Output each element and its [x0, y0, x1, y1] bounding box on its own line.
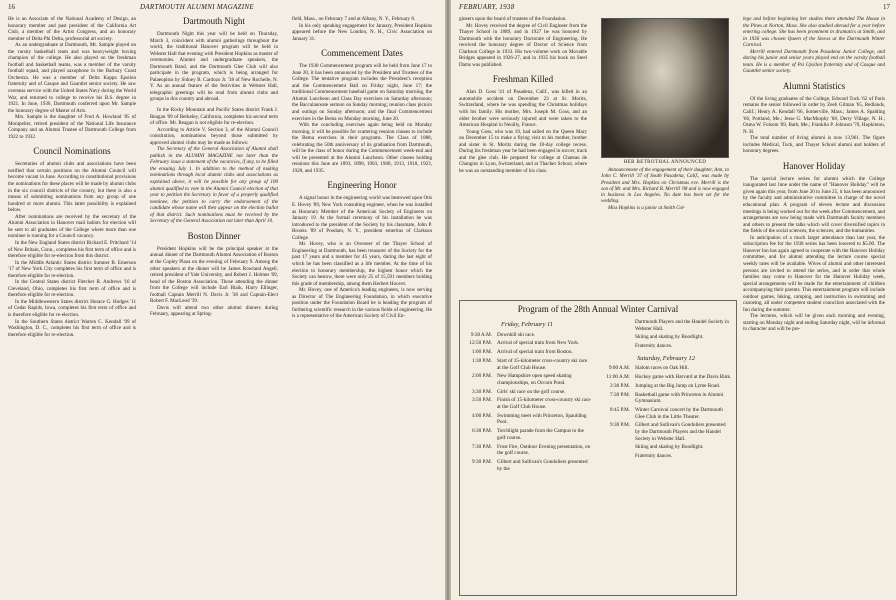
program-item — [462, 358, 592, 371]
program-description: Swimming meet with Princeton, Spaulding Pool. — [497, 412, 587, 426]
paragraph: In the Southern States district Warren C. Kendall '99 of Washington, D. C., completes his first term of office and is therefore eligible for re-election. — [8, 318, 136, 338]
paragraph: Mr. Hovey, one of America's leading engineers, is now serving as Director of The Engineering Foundation, in which executive position under the Foundation Board he is heading the program of furthering scientific research in the various fields of engineering. He is a representative of the American Society of Civil En- — [292, 287, 432, 320]
program-description: Gilbert and Sullivan's Gondoliers presented by the — [497, 458, 588, 472]
program-item — [600, 392, 732, 405]
left-column-2 — [150, 16, 278, 598]
program-time — [600, 343, 635, 350]
program-description: Finish of 15-kilometer cross-country ski race at the Golf Club House. — [497, 397, 591, 411]
program-description: Girls' ski race on the golf course. — [497, 388, 566, 395]
section-heading: Boston Dinner — [187, 230, 241, 241]
program-item — [600, 365, 732, 372]
program-item — [600, 343, 732, 350]
program-description: Downhill ski race. — [497, 331, 536, 338]
paragraph: In anticipation of a much larger attendance than last year, the subscription fee for the 1938 series has been lowered to $5.00. The Hanover Inn has again agreed to cooperate with the Hanover Holiday committee, and for alumni attending the lecture course special weekly rates will be available. Wives of alumni and other interested persons are invited to attend the series, and in order that whole families may come to Hanover for the Hanover Holiday week, special arrangements will be made for the entertainment of children accompanying their parents. This entertainment program will include outdoor games, hiking, camping, and instruction in swimming and canoeing, all under competent student councilors associated with the Inn during the summer. — [743, 234, 885, 313]
right-page — [451, 0, 896, 600]
section-heading: Council Nominations — [33, 146, 111, 157]
carnival-program-box — [459, 300, 737, 596]
program-time: 9:00 A.M. — [608, 365, 630, 372]
portrait-photo — [601, 18, 729, 158]
program-time: 7:30 P.M. — [609, 391, 630, 398]
program-time: 1:30 P.M. — [471, 357, 492, 364]
left-column-3 — [292, 16, 432, 598]
left-column-1 — [8, 16, 136, 598]
paragraph: In the Rocky Mountain and Pacific States district Frank J. Reagan '09 of Berkeley, California, completes his second term of office. Mr. Reagan is not eligible for re-election. — [150, 107, 278, 127]
paragraph: Davis will attend two other alumni dinners during February, appearing at Spring- — [150, 304, 278, 318]
program-item — [462, 444, 592, 457]
caption-text: Announcement of the engagement of their daughter, Ann, to John C. Merrill '37 of South Pasadena, Calif., was made by President and Mrs. Hopkins on Christmas eve. Merrill is the son of Mr. and Mrs. Richard B. Merrill '08 and is now engaged in business in Los Angeles. No date has been set for the wedding. — [601, 168, 729, 205]
paragraph: A signal honor in the engineering world was bestowed upon Otis E. Hovey '89, New York consulting engineer, when he was installed as Honorary Member of the American Society of Engineers on January 19. At the formal ceremony of his installation he was introduced to the president of the Society by his classmate, John P. Brooks '89 of Poodam, N. Y., president emeritus of Clarkson College. — [292, 195, 432, 241]
program-description: Slalom races on Oak Hill. — [635, 365, 689, 372]
program-description: Jumping at the Big Jump on Lyme Road. — [635, 382, 721, 389]
paragraph: field, Mass., on February 7 and at Albany, N. Y., February 8. — [292, 16, 416, 22]
left-running-title: DARTMOUTH ALUMNI MAGAZINE — [140, 3, 254, 11]
paragraph: Mr. Hovey received the degree of Civil Engineer from the Thayer School in 1889, and in 1927 he was honored by Dartmouth with the honorary Doctorate of Engineering. He received the honorary degree of Doctor of Science from Clarkson College in 1933. His two-volume work on Movable Bridges appeared in 1926-27, and in 1935 his book on Steel Dams was published. — [459, 22, 587, 68]
program-column-1 — [462, 319, 592, 474]
paragraph: Merrill entered Dartmouth from Pasadena Junior College, and during his junior and senior years played end on the varsity football team. He is a member of Psi Upsilon fraternity and of Casque and Gauntlet senior society. — [743, 48, 885, 75]
program-item — [462, 397, 592, 410]
program-description: Start of 15-kilometer cross-country ski race at the Golf Club House. — [497, 357, 588, 371]
paragraph: With the concluding exercises again being held on Monday morning, it will be possible for scattering reunion classes to include the Bema exercises in their programs. The Class of 1888, celebrating the 50th anniversary of its graduation from Dartmouth, will be the class of honor during the Commencement week-end and will be presented at the Alumni Luncheon. Other classes holding reunions this June are 1893, 1898, 1903, 1908, 1913, 1918, 1923, 1928, and 1935. — [292, 122, 432, 174]
program-item — [462, 332, 592, 339]
program-item — [462, 340, 592, 347]
program-item — [462, 428, 592, 441]
paragraph: After nominations are received by the secretary of the Alumni Association in Hanover mail ballots for election will be sent to all graduates of the College where more than one nominee is running for a Council vacancy. — [8, 213, 136, 240]
program-item — [462, 389, 592, 396]
program-item — [600, 453, 732, 460]
caption-heading: HER BETROTHAL ANNOUNCED — [623, 160, 707, 165]
program-time: 3:30 P.M. — [471, 388, 492, 395]
program-item — [600, 374, 732, 381]
program-time: 1:00 P.M. — [471, 349, 492, 356]
program-time — [600, 453, 635, 460]
paragraph: He is an Associate of the National Academy of Design, an honorary member and past president of the California Art Club, a member of the Artist Congress, and an honorary member of Delta Phi Delta, professorial art society. — [8, 16, 136, 42]
right-column-3 — [743, 16, 885, 598]
program-item — [600, 319, 732, 332]
program-time: 9:30 P.M. — [609, 422, 630, 429]
program-time — [600, 334, 635, 341]
photo-caption — [601, 160, 729, 212]
program-description: Skiing and skating by Boodlight. — [635, 444, 704, 451]
paragraph: The 1938 Commencement program will be held from June 17 to June 20, it has been announced by the President and Trustees of the College. The tentative program includes the President's reception and the Commencement Ball on Friday night, June 17; the traditional Commencement baseball game on Saturday morning, the Alumni Luncheon and Class Day exercises on Saturday afternoon; the Baccalaureate sermon on Sunday morning; reunion class picnics and outings on Sunday afternoon; and the final Commencement exercises in the Bema on Monday morning, June 20. — [292, 63, 432, 122]
section-heading: Alumni Statistics — [782, 80, 846, 91]
program-item — [462, 459, 592, 472]
section-heading: Engineering Honor — [327, 180, 397, 191]
program-item — [462, 349, 592, 356]
paragraph: In the Middlewestern States district Horace G. Hodges '11 of Cedar Rapids, Iowa, completes his first term of office and is therefore eligible for re-election. — [8, 298, 136, 318]
program-description: Hockey game with Harvard at the Davis Rink. — [635, 374, 732, 381]
program-time: 8:45 P.M. — [609, 407, 630, 414]
program-time — [600, 319, 635, 332]
left-page — [0, 0, 445, 600]
program-item — [462, 373, 592, 386]
paragraph: As an undergraduate at Dartmouth, Mr. Sample played on the varsity basketball team and was heavyweight boxing champion of the college. He also played on the freshman football and basketball teams, was a member of the varsity football squad, and played saxophone in the Barbary Coast Orchestra. He was a member of Delta Kappa Epsilon fraternity and of Casque and Gauntlet senior society. He saw overseas service with the United States Navy during the World War, and returned to college to receive his B.S. degree in 1921. In June, 1936, Dartmouth conferred upon Mr. Sample the honorary degree of Master of Arts. — [8, 42, 136, 114]
program-description: Gilbert and Sullivan's Gondoliers presented by the Dartmouth Players and the Handel Society in Webster Hall. — [635, 422, 726, 442]
paragraph: The special lecture series for alumni which the College inaugurated last June under the name of "Hanover Holiday" will be given again this year, from June 20 to June 25, it has been announced by the faculty and administrative committee in charge of the novel educational plan. A program of eleven lecture and discussion meetings is being worked out for the week after Commencement, and arrangements are now being made with Dartmouth faculty members and others to present the talks which will cover diversified topics in the fields of the social sciences, the sciences, and the humanities. — [743, 175, 885, 235]
paragraph: lege and before beginning her studies there attended The House in the Pines at Norton, Mass. She also studied abroad for a year before entering college. She has been prominent in dramatics at Smith, and in 1936 was chosen Queen of the Snows at the Dartmouth Winter Carnival. — [743, 16, 885, 49]
program-description: Fraternity dances. — [635, 453, 673, 460]
program-time: 11:00 A.M. — [606, 374, 630, 381]
caption-text-continued: Miss Hopkins is a junior at Smith Col- — [608, 205, 686, 211]
program-description: Fraternity dances. — [635, 343, 673, 350]
program-time: 2:00 P.M. — [471, 373, 492, 380]
program-item — [600, 383, 732, 390]
program-description: Dartmouth Players and the Handel Society in Webster Hall. — [635, 319, 729, 332]
program-day: Friday, February 11 — [501, 321, 553, 328]
program-item — [600, 334, 732, 341]
program-day: Saturday, February 12 — [637, 354, 695, 362]
paragraph: According to Article V, Section 3, of the Alumni Council constitution, nominations beyond those submitted by approved alumni clubs may be made as follows: — [150, 126, 278, 146]
right-running-title: FEBRUARY, 1938 — [459, 3, 515, 11]
paragraph: In the Middle Atlantic States district Sumner B. Emerson '17 of New York City completes his first term of office and is therefore eligible for re-election. — [8, 259, 136, 279]
program-time: 7:30 P.M. — [471, 443, 492, 450]
section-heading: Dartmouth Night — [183, 16, 245, 26]
paragraph: Alan D. Goss '41 of Pasadena, Calif., was killed in an automobile accident on December 23 at St. Moritz, Switzerland, where he was spending the Christmas holidays with his family. His mother, Mrs. Joseph M. Goss, and an older brother were seriously injured and were taken to the American Hospital in Neuilly, France. — [459, 89, 587, 129]
program-time: 4:00 P.M. — [471, 412, 492, 419]
right-column-1 — [459, 16, 587, 316]
paragraph: In the New England States district Richard E. Pritchard '14 of New Britain, Conn., completes his first term of office and is therefore eligible for re-election from this district. — [8, 239, 136, 260]
paragraph: Of the living graduates of the College, Edward Tuck '62 of Paris remains the senior followed in order by Zeeb Gilman '65, Redlands, Calif.; Henry A. Kendall '66, Somerville, Mass.; James A. Spalding '66, Portland, Me.; Jesse G. MacMurphy '68, Derry Village, N. H.; Osma W. Folsom '69, Bath, Me.; Franklin P. Johnson '70, Hopkinton, N. H. — [743, 95, 885, 135]
paragraph: Secretaries of alumni clubs and associations have been notified that certain positions on the Alumni Council will become vacant in June. According to constitutional provisions the nominations for these places will be made by alumni clubs in the six council districts of the country, but there is also a means of submitting nominations from any group of one hundred or more alumni. This latter possibility is explained below. — [8, 161, 136, 214]
program-column-2 — [600, 319, 732, 462]
program-time: 3:50 P.M. — [471, 397, 492, 404]
section-heading: Freshman Killed — [492, 74, 554, 85]
program-time: 9:30 A.M. — [470, 331, 492, 338]
program-title: Program of the 28th Annual Winter Carnival — [517, 304, 679, 314]
program-description: Arrival of special train from New York. — [497, 340, 580, 347]
program-description: Frost Fire, Outdoor Evening presentation, on the golf course. — [497, 443, 591, 457]
program-time: 9:30 P.M. — [471, 458, 492, 465]
program-description: New Hampshire open speed skating championships, on Occom Pond. — [497, 373, 572, 386]
paragraph: Mrs. Sample is the daughter of Fred A. Howland '85 of Montpelier, retired president of the National Life Insurance Company and an Alumni Trustee of Dartmouth College from 1922 to 1932. — [8, 114, 136, 140]
program-description: Basketball game with Princeton in Alumni Gymnasium. — [635, 391, 724, 405]
program-time: 6:30 P.M. — [471, 428, 492, 435]
program-description: Torchlight parade from the Campus to the golf course. — [497, 428, 584, 441]
program-description: Skiing and skating by Boodlight. — [635, 334, 704, 341]
paragraph: The lectures, which will be given each morning and evening, starting on Monday night and ending Saturday night, will be informal in character and will be pre- — [743, 313, 885, 333]
paragraph: Young Goss, who was 19, had sailed on the Queen Mary on December 15 to make a flying visit to his mother, brother and sister in St. Moritz during the 18-day college recess. During his freshman year he had been engaged in soccer, track and the glee club. He prepared for college at Chateau de Changins in Lyon, Switzerland, and at Thacher School, where he was an outstanding member of his class. — [459, 128, 587, 174]
paragraph: In the Central States district Fletcher R. Andrews '16 of Cleveland, Ohio, completes his first term of office and is therefore eligible for re-election. — [8, 279, 136, 299]
program-item — [600, 407, 732, 420]
paragraph: In his only speaking engagement for January, President Hopkins appeared before the New London, N. H., Civic Association on January 31. — [292, 22, 432, 42]
section-heading: Commencement Dates — [321, 48, 403, 59]
program-time — [600, 444, 635, 451]
paragraph: The total number of living alumni is now 13,961. The figure includes Medical, Tuck, and Thayer School alumni and holders of honorary degrees. — [743, 135, 885, 155]
paragraph: Dartmouth Night this year will be held on Thursday, March 3, coincident with alumni gatherings throughout the world, the traditional Hanover program will be held in Webster Hall that evening with President Hopkins as master of ceremonies. Alumni and undergraduate speakers, the Dartmouth Band, and the Dartmouth Glee Club will also participate in the program, which is being arranged for Palaeopitus by Sidney B. Cardozo Jr. '38 of New Rochelle, N. Y. As an annual feature of the festivities in Webster Hall, telegraphic greetings will be read from alumni clubs and groups in this country and abroad. — [150, 31, 278, 103]
program-description: Arrival of special train from Boston. — [497, 349, 573, 356]
paragraph: President Hopkins will be the principal speaker at the annual dinner of the Dartmouth Alumni Association of Boston at the Copley Plaza on the evening of February 9. Among the other speakers at the dinner will be James Rowland Angell, retired president of Yale University, and Robert J. Holmes '09, head of the Boston Association. Those attending the dinner from the College will include Earl Blaik, Harry Ellinger, football Captain Merrill N. Davis Jr. '38 and Captain-Elect Robert F. MacLeod '39. — [150, 245, 278, 305]
program-description: Winter Carnival concert by the Dartmouth Glee Club in the Little Theater. — [635, 407, 723, 420]
program-item — [462, 413, 592, 426]
section-heading: Hanover Holiday — [782, 160, 846, 171]
left-page-number: 16 — [8, 3, 15, 11]
program-item — [600, 422, 732, 442]
program-time: 12:50 P.M. — [469, 340, 492, 347]
program-item — [600, 444, 732, 451]
paragraph: Mr. Hovey, who is an Overseer of the Thayer School of Engineering at Dartmouth, has been treasurer of the Society for the past 17 years and a member for 45 years, during the last eight of which he has been classified as a life member. At the time of his election to honorary membership, the highest honor which the Society can bestow, there were only 25 of 15,591 members holding this grade of membership, among them Herbert Hoover. — [292, 241, 432, 287]
right-page-number: 17 — [883, 3, 890, 11]
paragraph: The Secretary of the General Association of Alumni shall publish in the ALUMNI MAGAZINE not later than the February issue a statement of the vacancies, if any, to be filled the ensuing July 1. In addition to the method of making nominations through local alumni clubs and associations as explained above, it will be possible for any group of 100 alumni qualified to vote in the Alumni Council election of that year to petition the Secretary in favor of a properly qualified nominee, the petition to carry the endorsement of the candidate whose name will then appear on the election ballot of that district. Such nominations must be received by the Secretary of the General Association not later than April 10. — [150, 146, 278, 225]
paragraph: gineers upon the board of trustees of the Foundation. — [459, 16, 567, 22]
program-time: 2:30 P.M. — [609, 382, 630, 389]
